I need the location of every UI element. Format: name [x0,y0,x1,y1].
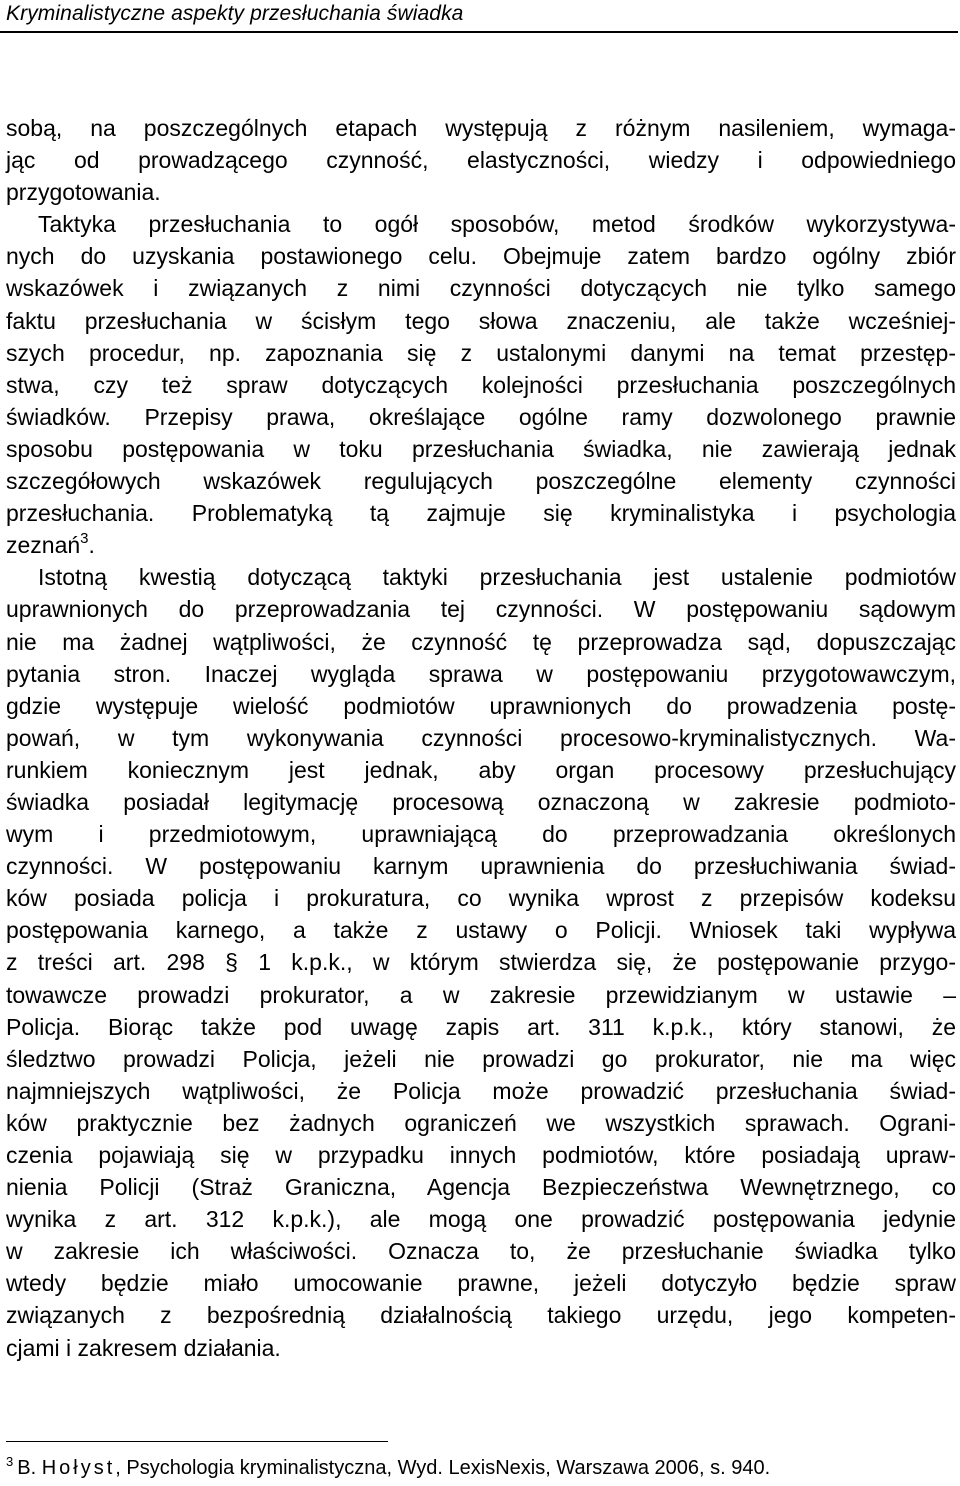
text-line: świadków. Przepisy prawa, określające ogólne ramy dozwolonego prawnie [6,403,956,430]
text-line: wskazówek i związanych z nimi czynności dotyczących nie tylko samego [6,275,956,302]
text-line: towawcze prowadzi prokurator, a w zakresie przewidzianym w ustawie – [6,981,956,1008]
header-divider [0,31,958,33]
text-line: śledztwo prowadzi Policja, jeżeli nie prowadzi go prokurator, nie ma więc [6,1045,956,1072]
text-line: szych procedur, np. zapoznania się z ustalonymi danymi na temat przestęp- [6,339,956,366]
footnote-number: 3 [6,1454,14,1469]
text-line: wym i przedmiotowym, uprawniającą do przeprowadzania określonych [6,821,956,848]
text-line: gdzie występuje wielość podmiotów uprawnionych do prowadzenia postę- [6,692,956,719]
main-text [6,112,956,1364]
footnote-reference: 3 [80,530,89,548]
text-line: ków praktycznie bez żadnych ograniczeń we wszystkich sprawach. Ograni- [6,1109,956,1136]
footnote-prefix: B. [17,1457,42,1479]
text-line: przesłuchania. Problematyką tą zajmuje się kryminalistyka i psychologia [6,500,956,527]
text-line: w zakresie ich właściwości. Oznacza to, że przesłuchanie świadka tylko [6,1238,956,1265]
text-line: jąc od prowadzącego czynność, elastyczności, wiedzy i odpowiedniego [6,147,956,174]
text-line: uprawnionych do przeprowadzania tej czynności. W postępowaniu sądowym [6,596,956,623]
text-line: związanych z bezpośrednią działalnością takiego urzędu, jego kompeten- [6,1302,956,1329]
text-line: nych do uzyskania postawionego celu. Obejmuje zatem bardzo ogólny zbiór [6,243,956,270]
footnote-divider [6,1441,388,1442]
text-line: cjami i zakresem działania. [6,1334,281,1361]
text-line: czenia pojawiają się w przypadku innych podmiotów, które posiadają upraw- [6,1142,956,1168]
text-line: nie ma żadnej wątpliwości, że czynność tę przeprowadza sąd, dopuszczając [6,628,956,655]
text-line: sposobu postępowania w toku przesłuchania świadka, nie zawierają jednak [6,435,956,462]
text-line: Taktyka przesłuchania to ogół sposobów, metod środków wykorzystywa- [38,211,956,238]
footnote-author: Hołyst [41,1457,116,1479]
text-line: sobą, na poszczególnych etapach występują z różnym nasileniem, wymaga- [6,115,956,141]
text-line: szczegółowych wskazówek regulujących poszczególne elementy czynności [6,468,956,495]
text-line: Istotną kwestią dotyczącą taktyki przesłuchania jest ustalenie podmiotów [38,564,956,591]
text-line: czynności. W postępowaniu karnym uprawnienia do przesłuchiwania świad- [6,853,956,880]
footnote-citation: , Psychologia kryminalistyczna, Wyd. LexisNexis, Warszawa 2006, s. 940. [115,1457,771,1479]
text-line: runkiem koniecznym jest jednak, aby organ procesowy przesłuchujący [6,756,956,783]
running-head: Kryminalistyczne aspekty przesłuchania świadka [6,2,464,25]
text-line: powań, w tym wykonywania czynności procesowo-kryminalistycznych. Wa- [6,724,956,751]
footnote-reference-suffix: . [88,532,95,559]
text-line: Policja. Biorąc także pod uwagę zapis art. 311 k.p.k., który stanowi, że [6,1013,956,1040]
text-line: z treści art. 298 § 1 k.p.k., w którym stwierdza się, że postępowanie przygo- [6,949,956,976]
text-line: najmniejszych wątpliwości, że Policja może prowadzić przesłuchania świad- [6,1077,956,1104]
text-line: ków posiada policja i prokuratura, co wynika wprost z przepisów kodeksu [6,885,956,912]
text-line: stwa, czy też spraw dotyczących kolejności przesłuchania poszczególnych [6,371,956,398]
text-line: pytania stron. Inaczej wygląda sprawa w postępowaniu przygotowawczym, [6,660,956,687]
text-line-with-footnote [6,529,956,561]
text-line: wtedy będzie miało umocowanie prawne, jeżeli dotyczyło będzie spraw [6,1270,956,1297]
text-line-start: zeznań [6,532,81,559]
text-line: przygotowania. [6,179,161,206]
text-line: postępowania karnego, a także z ustawy o Policji. Wniosek taki wypływa [6,917,956,944]
footnote [6,1454,771,1480]
text-line: nienia Policji (Straż Graniczna, Agencja Bezpieczeństwa Wewnętrznego, co [6,1174,956,1201]
text-line: wynika z art. 312 k.p.k.), ale mogą one prowadzić postępowania jedynie [6,1206,956,1233]
text-line: świadka posiadał legitymację procesową oznaczoną w zakresie podmioto- [6,788,956,815]
text-line: faktu przesłuchania w ścisłym tego słowa znaczeniu, ale także wcześniej- [6,307,956,334]
